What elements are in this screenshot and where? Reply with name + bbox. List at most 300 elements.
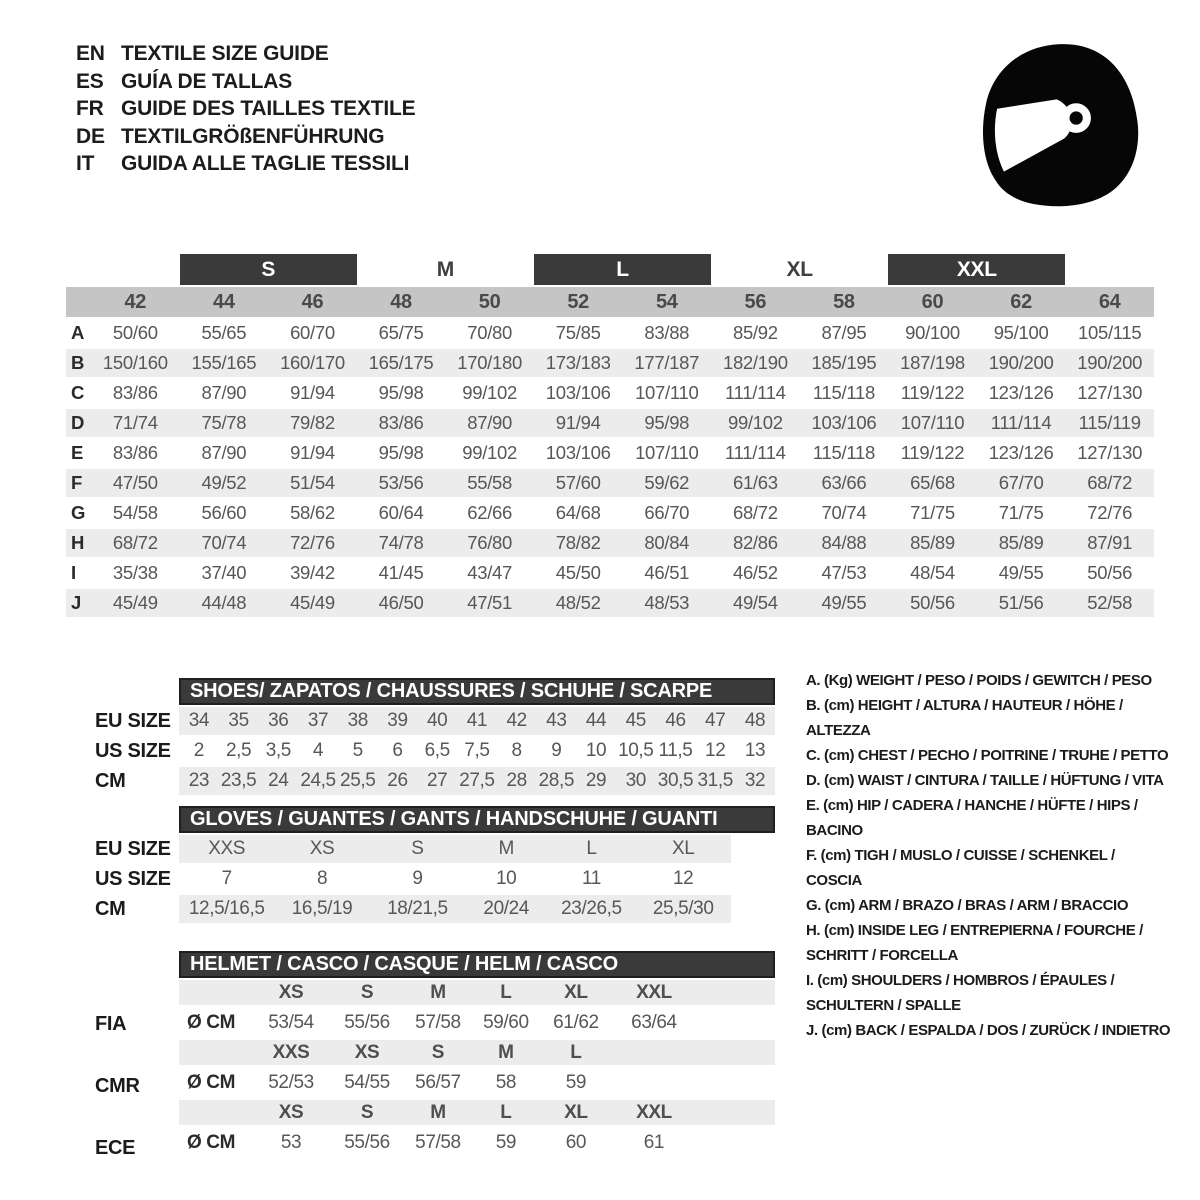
size-group-blank (91, 254, 180, 285)
language-code: IT (76, 152, 95, 175)
helmet-value-cell: 61 (643, 1131, 665, 1153)
measurement-value: 91/94 (534, 409, 623, 437)
section-value: 4 (312, 740, 324, 761)
section-row-label: US SIZE (95, 740, 171, 762)
helmet-value-cell: 54/55 (344, 1071, 390, 1093)
size-group-l: L (534, 254, 711, 285)
section-value: 45 (616, 707, 656, 735)
measurement-value: 48/54 (910, 562, 955, 583)
measurement-value: 84/88 (800, 529, 889, 557)
measurement-value: 54/58 (112, 502, 158, 523)
measurement-value: 74/78 (357, 529, 446, 557)
helmet-size-cell: XXL (613, 980, 695, 1005)
numeric-size-cell: 56 (711, 287, 800, 317)
section-table (179, 951, 775, 1160)
numeric-size-cell: 64 (1065, 287, 1154, 317)
measurement-value: 50/60 (112, 322, 158, 343)
legend-item: C. (cm) CHEST / PECHO / POITRINE / TRUHE / PETTO (806, 747, 1169, 764)
legend-item: H. (cm) INSIDE LEG / ENTREPIERNA / FOURCHE / SCHRITT / FORCELLA (806, 922, 1143, 964)
measurement-value: 45/50 (555, 562, 601, 583)
measurement-value: 71/75 (998, 502, 1044, 523)
helmet-size-cell: M (403, 1100, 473, 1125)
measurement-value: 60/70 (290, 322, 335, 343)
measurement-value: 173/183 (534, 349, 623, 377)
section-value: 18/21,5 (370, 895, 465, 923)
section-value: 26 (378, 767, 418, 795)
section-value: 3,5 (265, 740, 291, 761)
section-value: 48 (735, 707, 775, 735)
measurement-letter: B (66, 349, 91, 377)
measurement-value: 65/68 (888, 469, 977, 497)
section-value: 38 (338, 707, 378, 735)
legend-item: D. (cm) WAIST / CINTURA / TAILLE / HÜFTUNG / VITA (806, 772, 1164, 789)
language-code: ES (76, 69, 104, 93)
section-row-label: CMR (95, 1075, 140, 1097)
legend-item: F. (cm) TIGH / MUSLO / CUISSE / SCHENKEL / COSCIA (806, 847, 1115, 889)
section-value: 12,5/16,5 (179, 895, 274, 923)
section-value: 13 (744, 740, 766, 761)
measurement-letter: C (71, 382, 85, 403)
helmet-size-cell: L (473, 980, 539, 1005)
helmet-value-cell: 55/56 (344, 1131, 390, 1153)
measurement-value: 107/110 (635, 442, 699, 463)
measurement-value: 47/53 (821, 562, 867, 583)
section-row-label: ECE (95, 1137, 136, 1159)
measurement-letter: E (71, 442, 84, 463)
numeric-size-cell: 60 (888, 287, 977, 317)
section-value: 23/26,5 (547, 895, 635, 923)
helmet-value-cell: 59 (565, 1071, 587, 1093)
numeric-size-blank-cell (66, 287, 91, 317)
legend-item: I. (cm) SHOULDERS / HOMBROS / ÉPAULES / SCHULTERN / SPALLE (806, 972, 1115, 1014)
measurement-value: 123/126 (988, 442, 1054, 463)
section-value: 44 (576, 707, 616, 735)
measurement-value: 190/200 (1065, 349, 1154, 377)
size-group-blank (1065, 254, 1154, 285)
section-row-label: EU SIZE (95, 838, 171, 860)
section-value: 46 (656, 707, 696, 735)
numeric-size-cell: 62 (977, 287, 1066, 317)
size-group-m: M (436, 257, 454, 281)
helmet-value-cell: 57/58 (415, 1131, 461, 1153)
measurement-value: 95/98 (622, 409, 711, 437)
measurement-value: 44/48 (180, 589, 269, 617)
measurement-value: 95/98 (378, 382, 424, 403)
measurement-value: 68/72 (1065, 469, 1154, 497)
measurement-value: 72/76 (1087, 502, 1133, 523)
measurement-value: 119/122 (900, 382, 965, 403)
measurement-value: 83/86 (112, 442, 158, 463)
size-group-s: S (180, 254, 357, 285)
measurement-value: 95/98 (378, 442, 424, 463)
measurement-value: 50/56 (1087, 562, 1133, 583)
numeric-size-cell: 48 (357, 287, 446, 317)
helmet-size-cell: L (539, 1040, 613, 1065)
legend-item: B. (cm) HEIGHT / ALTURA / HAUTEUR / HÖHE / ALTEZZA (806, 697, 1123, 739)
section-row (179, 737, 775, 765)
measurement-legend (806, 668, 1174, 1043)
measurement-value: 61/63 (711, 469, 800, 497)
measurement-value: 59/62 (622, 469, 711, 497)
section-table-grid (179, 978, 775, 1160)
measurement-value: 99/102 (462, 382, 518, 403)
language-title-text: TEXTILGRÖßENFÜHRUNG (121, 124, 385, 148)
measurement-value: 95/100 (993, 322, 1049, 343)
measurement-value: 99/102 (711, 409, 800, 437)
helmet-value-cell: 59/60 (483, 1011, 529, 1033)
section-value: 42 (497, 707, 537, 735)
section-row (179, 865, 775, 893)
helmet-value-row (179, 1127, 775, 1158)
numeric-size-cell: 50 (445, 287, 534, 317)
section-value: 9 (412, 868, 423, 889)
size-group-header-row (66, 254, 1154, 285)
measurement-value: 115/118 (812, 382, 875, 403)
measurement-value: 103/106 (545, 442, 611, 463)
measurement-value: 49/52 (180, 469, 269, 497)
section-title-bar: SHOES/ ZAPATOS / CHAUSSURES / SCHUHE / SCARPE (179, 678, 775, 705)
section-value: 10 (496, 868, 517, 889)
measurement-value: 39/42 (290, 562, 335, 583)
section-value: 35 (219, 707, 259, 735)
measurement-value: 111/114 (725, 382, 786, 403)
numeric-size-cell: 52 (534, 287, 623, 317)
helmet-size-cell: XS (251, 1100, 331, 1125)
helmet-size-cell: S (331, 1100, 403, 1125)
measurement-value: 46/52 (732, 562, 778, 583)
measurement-value: 91/94 (290, 382, 335, 403)
measurement-value: 62/66 (467, 502, 513, 523)
measurement-value: 63/66 (800, 469, 889, 497)
measurement-value: 115/118 (812, 442, 875, 463)
measurement-letter: A (71, 322, 85, 343)
language-title-text: GUIDE DES TAILLES TEXTILE (121, 97, 416, 120)
measurement-value: 111/114 (977, 409, 1066, 437)
helmet-value-cell (613, 1067, 695, 1098)
helmet-size-blank-cell (179, 1040, 251, 1065)
measurement-value: 65/75 (378, 322, 424, 343)
size-group-blank (66, 254, 91, 285)
measurement-value: 107/110 (888, 409, 977, 437)
measurement-letter: G (71, 502, 86, 523)
measurement-row (66, 409, 1154, 437)
helmet-unit-cell: Ø CM (187, 1131, 236, 1153)
numeric-size-cell: 58 (800, 287, 889, 317)
measurement-value: 185/195 (800, 349, 889, 377)
section-value: 32 (735, 767, 775, 795)
section-value: 41 (457, 707, 497, 735)
section-value: 2,5 (225, 740, 252, 761)
helmet-value-cell: 61/62 (553, 1011, 599, 1033)
language-title-row (76, 68, 415, 96)
measurement-value: 123/126 (988, 382, 1054, 403)
section-row (179, 767, 775, 795)
section-value: S (370, 835, 465, 863)
measurement-value: 87/90 (201, 382, 247, 403)
helmet-value-filler-cell (695, 1007, 775, 1038)
language-code: FR (76, 97, 104, 120)
section-value: 28,5 (536, 767, 576, 795)
measurement-value: 70/74 (821, 502, 867, 523)
measurement-value: 55/58 (445, 469, 534, 497)
size-group-xl: XL (786, 257, 813, 281)
helmet-size-cell (613, 1040, 695, 1065)
helmet-value-cell: 53 (280, 1131, 302, 1153)
measurement-value: 190/200 (977, 349, 1066, 377)
measurement-value: 48/53 (622, 589, 711, 617)
helmet-size-cell: XL (539, 1100, 613, 1125)
measurement-letter: J (66, 589, 91, 617)
measurement-value: 83/86 (112, 382, 158, 403)
measurement-value: 99/102 (462, 442, 518, 463)
numeric-size-cell: 54 (622, 287, 711, 317)
helmet-value-cell: 60 (565, 1131, 587, 1153)
section-value: XXS (179, 835, 274, 863)
measurement-value: 51/54 (268, 469, 357, 497)
helmet-size-cell: XS (331, 1040, 403, 1065)
language-title-row (76, 123, 415, 151)
measurement-value: 75/85 (555, 322, 601, 343)
measurement-value: 155/165 (180, 349, 269, 377)
helmet-value-filler-cell (695, 1127, 775, 1158)
legend-item: G. (cm) ARM / BRAZO / BRAS / ARM / BRACCIO (806, 897, 1129, 914)
section-value: 8 (511, 740, 522, 761)
section-value: 7 (221, 868, 232, 889)
measurement-letter: F (66, 469, 91, 497)
language-code: DE (76, 124, 105, 148)
helmet-unit-cell: Ø CM (187, 1011, 236, 1033)
measurement-value: 83/86 (357, 409, 446, 437)
measurement-value: 82/86 (711, 529, 800, 557)
helmet-size-cell: XS (251, 980, 331, 1005)
section-value: 16,5/19 (274, 895, 369, 923)
measurement-value: 80/84 (622, 529, 711, 557)
racing-helmet-icon (975, 36, 1145, 212)
measurement-value: 79/82 (268, 409, 357, 437)
measurement-value: 187/198 (888, 349, 977, 377)
helmet-size-cell: S (403, 1040, 473, 1065)
measurement-value: 91/94 (290, 442, 335, 463)
section-value: 39 (378, 707, 418, 735)
section-value: L (547, 835, 635, 863)
measurement-value: 87/91 (1065, 529, 1154, 557)
section-value: 37 (298, 707, 338, 735)
section-table (179, 806, 775, 925)
section-value: 10,5 (618, 740, 654, 761)
helmet-value-cell: 59 (495, 1131, 517, 1153)
helmet-value-cell: 53/54 (268, 1011, 314, 1033)
measurement-value: 105/115 (1077, 322, 1142, 343)
section-value: 2 (193, 740, 204, 761)
measurement-value: 49/55 (800, 589, 889, 617)
language-title-row (76, 40, 415, 68)
garment-size-table-grid (66, 252, 1154, 619)
section-value: 27 (417, 767, 457, 795)
section-row-label: CM (95, 898, 126, 920)
measurement-row (66, 379, 1154, 407)
numeric-size-cell: 44 (180, 287, 269, 317)
measurement-value: 47/50 (91, 469, 180, 497)
measurement-value: 52/58 (1065, 589, 1154, 617)
measurement-value: 53/56 (357, 469, 446, 497)
measurement-value: 87/90 (201, 442, 247, 463)
measurement-value: 177/187 (622, 349, 711, 377)
section-value: 7,5 (464, 740, 490, 761)
section-table-grid (179, 833, 775, 925)
section-value: 5 (352, 740, 363, 761)
helmet-size-row (179, 1100, 775, 1125)
helmet-value-row (179, 1067, 775, 1098)
section-value: 10 (585, 740, 607, 761)
measurement-value: 68/72 (91, 529, 180, 557)
section-value: 23,5 (219, 767, 259, 795)
section-value: XL (636, 835, 731, 863)
measurement-value: 64/68 (555, 502, 601, 523)
measurement-letter: H (66, 529, 91, 557)
helmet-value-cell: 63/64 (631, 1011, 677, 1033)
measurement-value: 55/65 (201, 322, 247, 343)
section-value: 23 (179, 767, 219, 795)
section-value: 40 (417, 707, 457, 735)
numeric-size-cell: 42 (91, 287, 180, 317)
section-value: 30,5 (656, 767, 696, 795)
measurement-value: 70/74 (180, 529, 269, 557)
measurement-letter: D (66, 409, 91, 437)
measurement-row (66, 529, 1154, 557)
section-value: 24 (258, 767, 298, 795)
language-title-row (76, 95, 415, 123)
measurement-value: 43/47 (467, 562, 513, 583)
helmet-value-cell: 58 (495, 1071, 517, 1093)
helmet-size-blank-cell (179, 1100, 251, 1125)
helmet-value-cell: 57/58 (415, 1011, 461, 1033)
measurement-value: 103/106 (800, 409, 889, 437)
helmet-size-filler-cell (695, 1100, 775, 1125)
section-value: 30 (616, 767, 656, 795)
measurement-value: 111/114 (725, 442, 786, 463)
section-table-grid (179, 705, 775, 797)
helmet-size-row (179, 1040, 775, 1065)
measurement-value: 66/70 (644, 502, 690, 523)
measurement-row (66, 499, 1154, 527)
section-value: 12 (705, 740, 726, 761)
measurement-value: 160/170 (268, 349, 357, 377)
section-row (179, 707, 775, 735)
measurement-value: 182/190 (711, 349, 800, 377)
measurement-value: 50/56 (888, 589, 977, 617)
measurement-value: 68/72 (732, 502, 778, 523)
helmet-value-row (179, 1007, 775, 1038)
measurement-value: 35/38 (112, 562, 158, 583)
measurement-value: 90/100 (905, 322, 960, 343)
section-value: 36 (258, 707, 298, 735)
helmet-value-cell: 55/56 (344, 1011, 390, 1033)
numeric-size-cell: 46 (268, 287, 357, 317)
measurement-value: 45/49 (268, 589, 357, 617)
helmet-unit-cell: Ø CM (187, 1071, 236, 1093)
section-value: XS (274, 835, 369, 863)
language-title-text: GUIDA ALLE TAGLIE TESSILI (121, 152, 410, 175)
helmet-value-cell: 52/53 (268, 1071, 314, 1093)
measurement-value: 119/122 (900, 442, 965, 463)
section-value: 31,5 (695, 767, 735, 795)
measurement-row (66, 319, 1154, 347)
measurement-value: 48/52 (534, 589, 623, 617)
section-value: 47 (695, 707, 735, 735)
section-value: 11,5 (658, 740, 693, 761)
measurement-value: 57/60 (534, 469, 623, 497)
measurement-value: 85/89 (888, 529, 977, 557)
measurement-value: 46/50 (357, 589, 446, 617)
measurement-value: 71/74 (91, 409, 180, 437)
language-title-text: TEXTILE SIZE GUIDE (121, 42, 329, 65)
measurement-value: 45/49 (91, 589, 180, 617)
helmet-size-cell: XXS (251, 1040, 331, 1065)
section-value: 24,5 (298, 767, 338, 795)
measurement-row (66, 439, 1154, 467)
measurement-value: 150/160 (91, 349, 180, 377)
measurement-value: 115/119 (1065, 409, 1154, 437)
section-value: 20/24 (465, 895, 547, 923)
section-value: 28 (497, 767, 537, 795)
section-value: 6,5 (424, 740, 450, 761)
helmet-size-cell: XXL (613, 1100, 695, 1125)
measurement-value: 70/80 (467, 322, 513, 343)
measurement-value: 127/130 (1077, 442, 1143, 463)
measurement-value: 107/110 (635, 382, 699, 403)
language-title-row (76, 150, 415, 178)
section-value: 25,5 (338, 767, 378, 795)
measurement-value: 56/60 (201, 502, 247, 523)
measurement-value: 87/95 (821, 322, 867, 343)
helmet-size-cell: S (331, 980, 403, 1005)
section-value: 43 (536, 707, 576, 735)
helmet-value-filler-cell (695, 1067, 775, 1098)
measurement-value: 72/76 (268, 529, 357, 557)
measurement-value: 47/51 (445, 589, 534, 617)
section-value: 8 (316, 868, 328, 889)
section-title-bar: HELMET / CASCO / CASQUE / HELM / CASCO (179, 951, 775, 978)
section-value: 11 (581, 868, 601, 889)
helmet-size-blank-cell (179, 980, 251, 1005)
measurement-value: 83/88 (644, 322, 690, 343)
measurement-value: 85/89 (977, 529, 1066, 557)
section-row-label: US SIZE (95, 868, 171, 890)
measurement-value: 67/70 (977, 469, 1066, 497)
section-value: 25,5/30 (636, 895, 731, 923)
measurement-value: 170/180 (445, 349, 534, 377)
section-value: 27,5 (457, 767, 497, 795)
measurement-value: 60/64 (378, 502, 424, 523)
section-row-label: EU SIZE (95, 710, 171, 732)
helmet-size-cell: XL (539, 980, 613, 1005)
measurement-row (66, 589, 1154, 617)
helmet-size-filler-cell (695, 980, 775, 1005)
language-title-text: GUÍA DE TALLAS (121, 69, 293, 93)
helmet-size-cell: L (473, 1100, 539, 1125)
measurement-value: 49/54 (711, 589, 800, 617)
legend-item: E. (cm) HIP / CADERA / HANCHE / HÜFTE / HIPS / BACINO (806, 797, 1138, 839)
helmet-size-cell: M (403, 980, 473, 1005)
measurement-row (66, 559, 1154, 587)
section-row (179, 835, 775, 863)
language-title-list (76, 40, 415, 178)
measurement-value: 87/90 (445, 409, 534, 437)
size-group-xxl: XXL (888, 254, 1065, 285)
measurement-value: 75/78 (180, 409, 269, 437)
measurement-value: 37/40 (201, 562, 247, 583)
measurement-value: 127/130 (1077, 382, 1143, 403)
